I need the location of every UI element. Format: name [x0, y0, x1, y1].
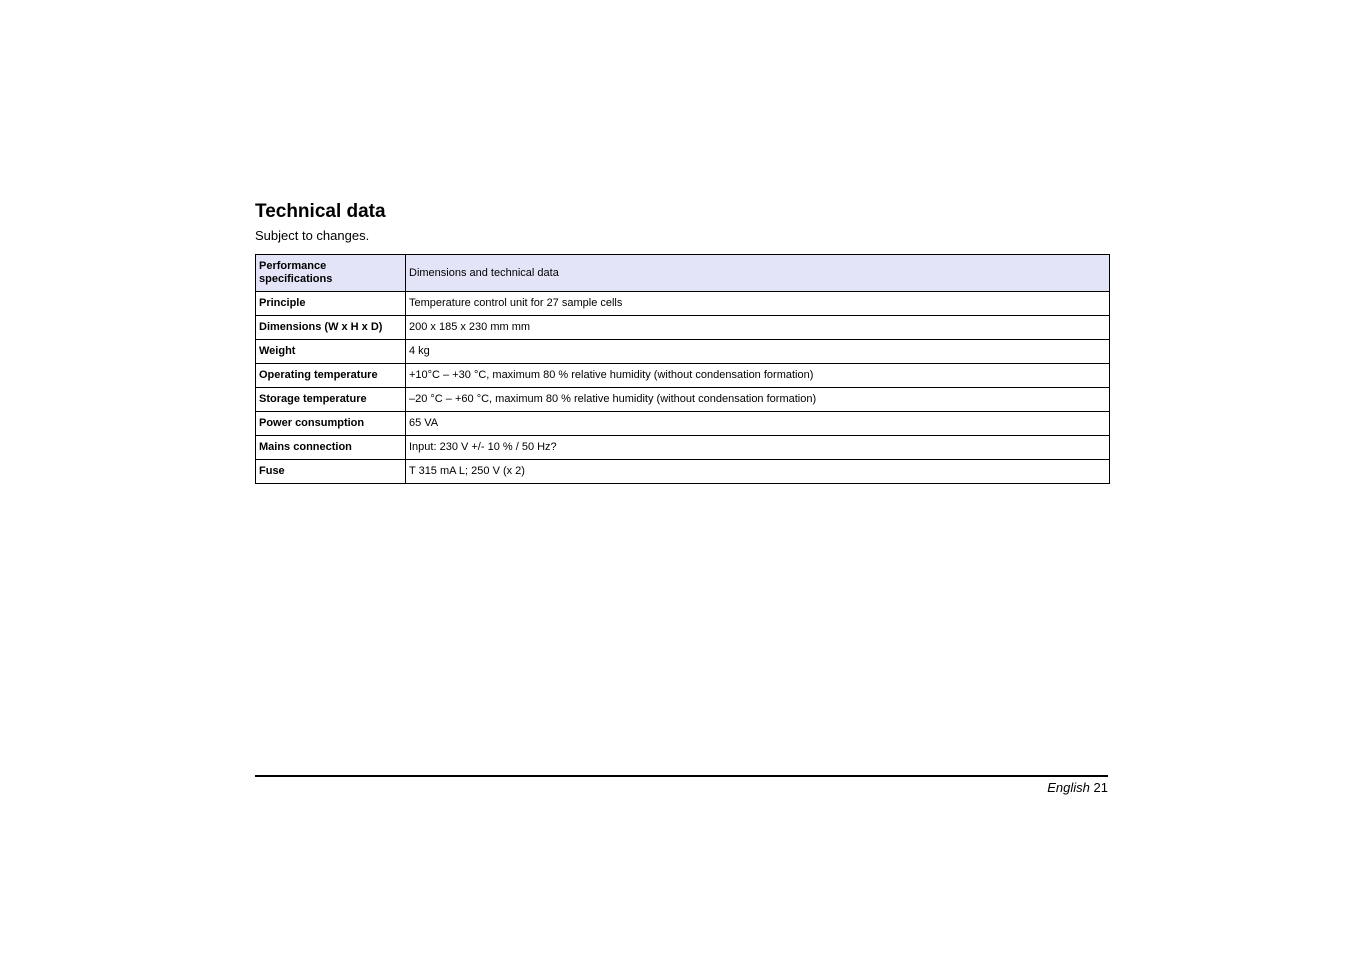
technical-data-table — [255, 254, 1110, 484]
table-row — [256, 412, 1110, 436]
section-subtitle: Subject to changes. — [255, 228, 370, 243]
table-header-row — [256, 255, 1110, 292]
table-header-value: Dimensions and technical data — [406, 255, 1110, 292]
row-label: Weight — [256, 340, 406, 364]
row-label: Storage temperature — [256, 388, 406, 412]
table-row — [256, 316, 1110, 340]
page-number: 21 — [1093, 780, 1108, 795]
row-value: Input: 230 V +/- 10 % / 50 Hz? — [406, 436, 1110, 460]
row-label: Fuse — [256, 460, 406, 484]
table-row — [256, 460, 1110, 484]
table-row — [256, 436, 1110, 460]
footer-divider — [255, 775, 1108, 777]
row-label: Principle — [256, 292, 406, 316]
section-title: Technical data — [255, 201, 386, 222]
row-label: Dimensions (W x H x D) — [256, 316, 406, 340]
row-value: +10°C – +30 °C, maximum 80 % relative humidity (without condensation formation) — [406, 364, 1110, 388]
row-value: –20 °C – +60 °C, maximum 80 % relative humidity (without condensation formation) — [406, 388, 1110, 412]
row-value: 65 VA — [406, 412, 1110, 436]
row-label: Operating temperature — [256, 364, 406, 388]
row-label: Mains connection — [256, 436, 406, 460]
row-value: Temperature control unit for 27 sample cells — [406, 292, 1110, 316]
footer-language: English — [1047, 780, 1090, 795]
row-label: Power consumption — [256, 412, 406, 436]
table-row — [256, 340, 1110, 364]
row-value: 200 x 185 x 230 mm mm — [406, 316, 1110, 340]
row-value: T 315 mA L; 250 V (x 2) — [406, 460, 1110, 484]
table-header-label: Performance specifications — [256, 255, 406, 292]
table-row — [256, 388, 1110, 412]
table-row — [256, 292, 1110, 316]
row-value: 4 kg — [406, 340, 1110, 364]
page-footer — [1047, 780, 1108, 796]
table-row — [256, 364, 1110, 388]
